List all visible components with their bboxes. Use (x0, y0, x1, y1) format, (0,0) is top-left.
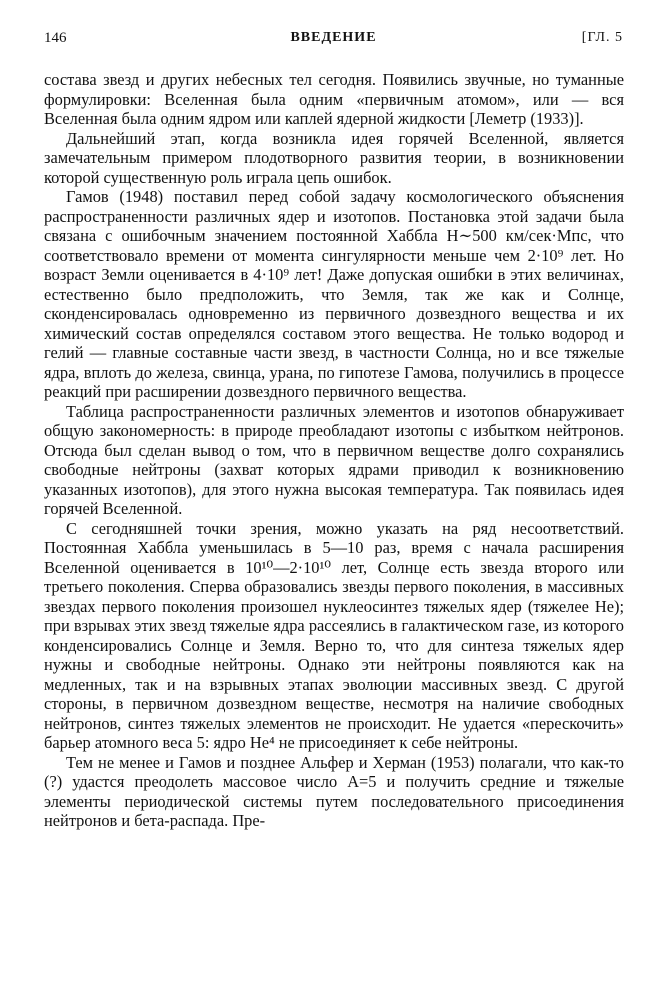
paragraph-3: Гамов (1948) поставил перед собой задачу космологического объяснения распространенности различных ядер и изотопов. Постановка этой задачи была связана с ошибочным значением постоянной Хаббла H∼500 км/сек·Мпс, что соответствовало времени от момента сингулярности меньше чем 2·10⁹ лет. Но возраст Земли оценивается в 4·10⁹ лет! Даже допуская ошибки в этих величинах, естественно было предположить, что Земля, так же как и Солнце, сконденсировалась одновременно из первичного дозвездного вещества и их химический состав определялся составом этого вещества. Не только водород и гелий — главные составные части звезд, в частности Солнца, но и все тяжелые ядра, вплоть до железа, свинца, урана, по гипотезе Гамова, получились в процессе реакций при расширении дозвездного первичного вещества. (44, 187, 624, 401)
paragraph-6: Тем не менее и Гамов и позднее Альфер и Херман (1953) полагали, что как-то (?) удастся преодолеть массовое число A=5 и получить средние и тяжелые элементы периодической системы путем последовательного присоединения нейтронов и бета-распада. Пре- (44, 752, 624, 830)
paragraph-1: состава звезд и других небесных тел сегодня. Появились звучные, но туманные формулировки: Вселенная была одним «первичным атомом», или — вся Вселенная была одним ядром или каплей ядерной жидкости [Леметр (1933)]. (44, 70, 624, 128)
chapter-label: [ГЛ. 5 (581, 30, 623, 45)
running-title: ВВЕДЕНИЕ (290, 30, 377, 45)
page-number: 146 (44, 30, 67, 46)
body-text (44, 70, 624, 831)
running-head (44, 30, 623, 52)
paragraph-5: С сегодняшней точки зрения, можно указать на ряд несоответствий. Постоянная Хаббла уменьшилась в 5—10 раз, время с начала расширения Вселенной оценивается в 10¹⁰—2·10¹⁰ лет, Солнце есть звезда второго или третьего поколения. Сперва образовались звезды первого поколения, в массивных звездах первого поколения произошел нуклеосинтез тяжелых ядер (тяжелее He); при взрывах этих звезд тяжелые ядра рассеялись в галактическом газе, из которого конденсировались Солнце и Земля. Верно то, что для синтеза тяжелых ядер нужны и свободные нейтроны. Однако эти нейтроны появляются как на медленных, так и на взрывных этапах эволюции массивных звезд. С другой стороны, в первичном дозвездном веществе, несмотря на наличие свободных нейтронов, синтез тяжелых элементов не происходит. Не удается «перескочить» барьер атомного веса 5: ядро He⁴ не присоединяет к себе нейтроны. (44, 518, 624, 752)
paragraph-4: Таблица распространенности различных элементов и изотопов обнаруживает общую закономерность: в природе преобладают изотопы с избытком нейтронов. Отсюда был сделан вывод о том, что в первичном веществе долго сохранялись свободные нейтроны (захват которых ядрами приводил к возникновению указанных изотопов), для этого нужна высокая температура. Так появилась идея горячей Вселенной. (44, 401, 624, 518)
paragraph-2: Дальнейший этап, когда возникла идея горячей Вселенной, является замечательным примером плодотворного развития теории, в возникновении которой существенную роль играла цепь ошибок. (44, 128, 624, 187)
